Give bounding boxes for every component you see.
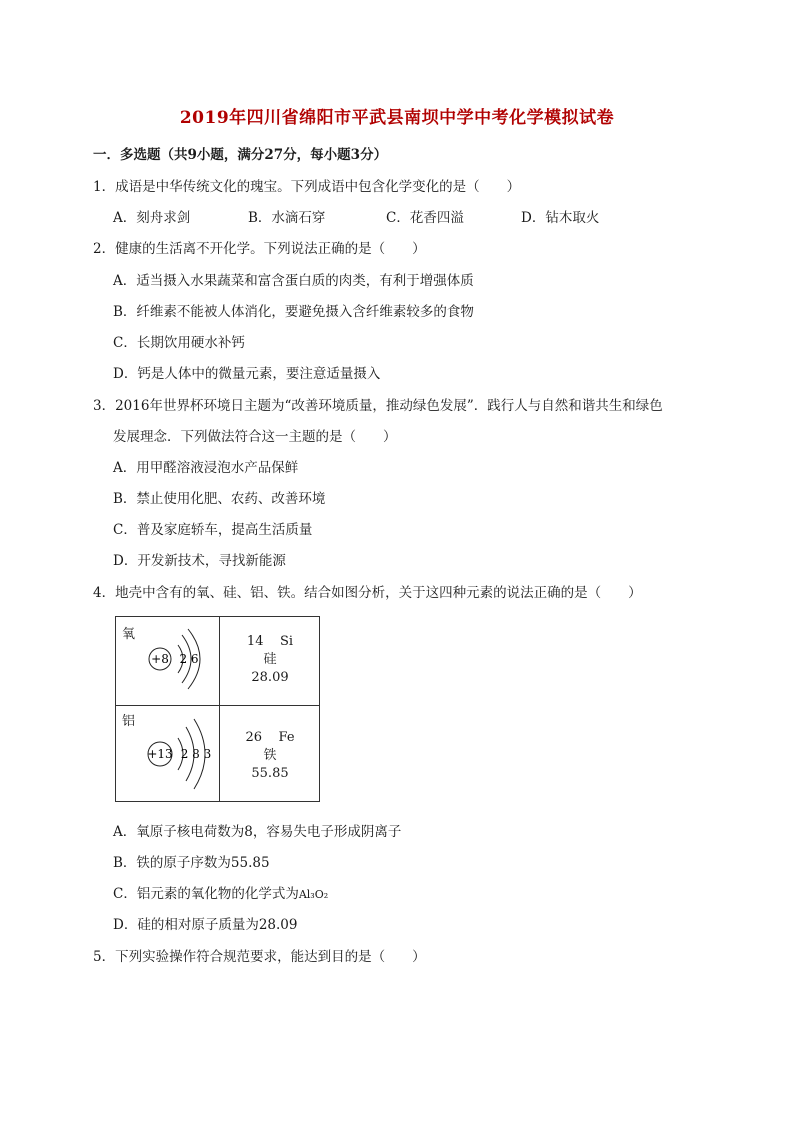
aluminum-shell-electrons: 2 8 3 xyxy=(180,747,212,761)
silicon-number-symbol xyxy=(230,633,310,651)
question-3-option-a: A．用甲醛溶液浸泡水产品保鲜 xyxy=(113,460,299,476)
question-4-option-b: B．铁的原子序数为55.85 xyxy=(113,855,270,871)
silicon-symbol: Si xyxy=(280,634,294,649)
silicon-name: 硅 xyxy=(263,652,277,667)
iron-mass: 55.85 xyxy=(251,766,289,781)
question-4-option-c xyxy=(113,882,328,902)
element-figure xyxy=(115,616,320,802)
aluminum-label: 铝 xyxy=(122,714,136,729)
question-4-option-d: D．硅的相对原子质量为28.09 xyxy=(113,917,298,933)
question-3-option-b: B．禁止使用化肥、农药、改善环境 xyxy=(113,491,326,507)
iron-atomic-number: 26 xyxy=(245,730,262,745)
question-3-stem-line1: 3．2016年世界杯环境日主题为“改善环境质量，推动绿色发展”．践行人与自然和谐共生和绿色 xyxy=(93,398,663,414)
question-4-option-c-formula: Al₃O₂ xyxy=(298,888,329,901)
question-2-option-b: B．纤维素不能被人体消化，要避免摄入含纤维素较多的食物 xyxy=(113,304,474,320)
oxygen-nucleus-charge: +8 xyxy=(151,652,169,666)
silicon-cell xyxy=(230,633,310,687)
iron-cell xyxy=(230,729,310,783)
question-1-option-b: B．水滴石穿 xyxy=(248,210,326,226)
aluminum-nucleus-charge: +13 xyxy=(147,747,173,761)
oxygen-shell-electrons: 2 6 xyxy=(179,652,199,666)
silicon-atomic-number: 14 xyxy=(246,634,264,649)
question-4-option-c-text: C．铝元素的氧化物的化学式为 xyxy=(113,886,299,902)
question-1-option-a: A．刻舟求剑 xyxy=(113,210,191,226)
question-2-stem: 2．健康的生活离不开化学。下列说法正确的是（ ） xyxy=(93,241,426,257)
iron-symbol: Fe xyxy=(278,730,295,745)
iron-name: 铁 xyxy=(263,748,277,763)
question-2-option-d: D．钙是人体中的微量元素，要注意适量摄入 xyxy=(113,366,381,382)
question-2-option-a: A．适当摄入水果蔬菜和富含蛋白质的肉类，有利于增强体质 xyxy=(113,273,474,289)
exam-title: 2019年四川省绵阳市平武县南坝中学中考化学模拟试卷 xyxy=(179,108,615,128)
question-3-option-c: C．普及家庭轿车，提高生活质量 xyxy=(113,522,313,538)
question-2-option-c: C．长期饮用硬水补钙 xyxy=(113,335,245,351)
question-3-stem-line2: 发展理念．下列做法符合这一主题的是（ ） xyxy=(113,429,397,445)
figure-divider-vertical xyxy=(219,617,220,801)
oxygen-atom-diagram xyxy=(116,617,219,705)
question-1-stem: 1．成语是中华传统文化的瑰宝。下列成语中包含化学变化的是（ ） xyxy=(93,179,521,195)
section-heading: 一．多选题（共9小题，满分27分，每小题3分） xyxy=(93,147,388,163)
question-3-option-d: D．开发新技术，寻找新能源 xyxy=(113,553,286,569)
question-5-stem: 5．下列实验操作符合规范要求，能达到目的是（ ） xyxy=(93,949,426,965)
oxygen-label: 氧 xyxy=(122,627,136,642)
question-1-option-c: C．花香四溢 xyxy=(386,210,464,226)
question-4-option-a: A．氧原子核电荷数为8，容易失电子形成阴离子 xyxy=(113,824,402,840)
aluminum-atom-diagram xyxy=(116,705,219,803)
iron-number-symbol xyxy=(230,729,310,747)
silicon-mass: 28.09 xyxy=(251,670,289,685)
question-1-option-d: D．钻木取火 xyxy=(521,210,600,226)
question-4-stem: 4．地壳中含有的氧、硅、铝、铁。结合如图分析，关于这四种元素的说法正确的是（ ） xyxy=(93,585,642,601)
